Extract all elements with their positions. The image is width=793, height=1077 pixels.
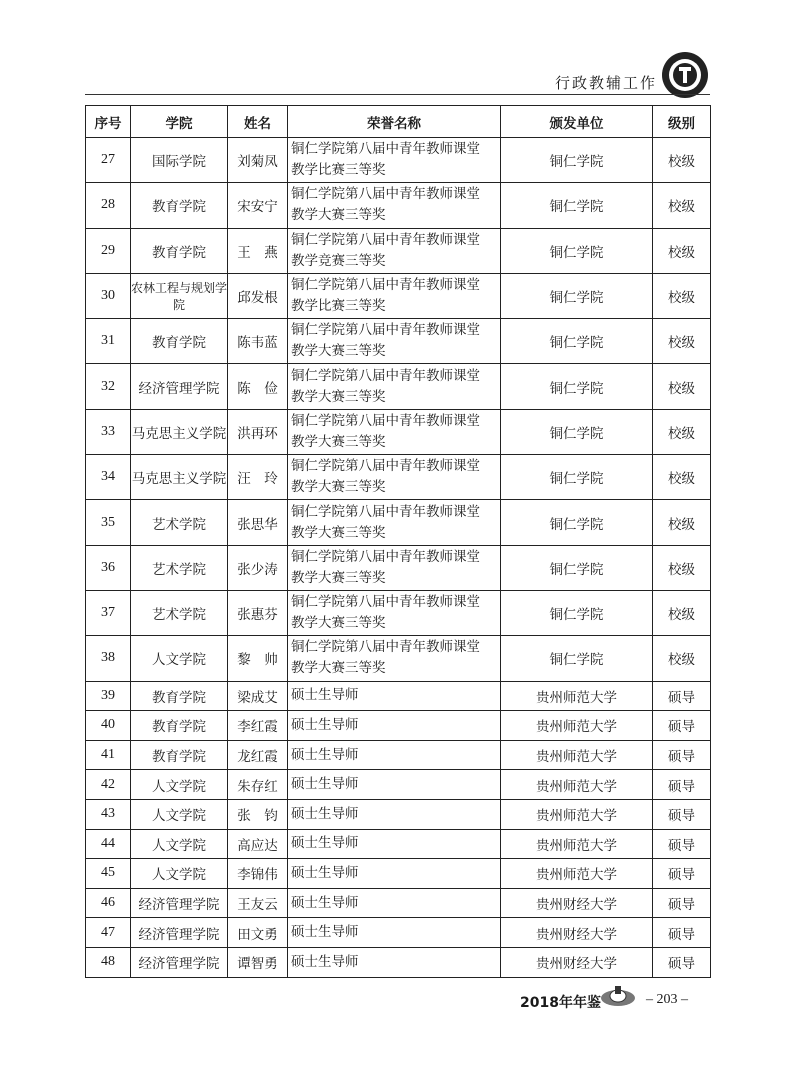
cell-college: 人文学院	[131, 829, 228, 859]
cell-level: 硕导	[653, 888, 711, 918]
cell-issuer: 贵州师范大学	[501, 770, 653, 800]
cell-honor	[288, 364, 501, 409]
cell-college: 艺术学院	[131, 500, 228, 545]
honor-line-2: 教学大赛三等奖	[291, 524, 386, 541]
cell-honor	[288, 947, 501, 977]
honor-line-1: 铜仁学院第八届中青年教师课堂	[291, 367, 480, 384]
honor-line-1: 铜仁学院第八届中青年教师课堂	[291, 503, 480, 520]
honor-line-2: 教学大赛三等奖	[291, 343, 386, 360]
table-row	[86, 888, 711, 918]
table-row	[86, 740, 711, 770]
cell-number: 43	[86, 799, 131, 829]
honor-line-1: 铜仁学院第八届中青年教师课堂	[291, 186, 480, 203]
cell-issuer: 贵州师范大学	[501, 829, 653, 859]
cell-issuer: 铜仁学院	[501, 545, 653, 590]
cell-name: 黎 帅	[228, 636, 288, 681]
cell-issuer: 贵州师范大学	[501, 711, 653, 741]
cell-issuer: 铜仁学院	[501, 500, 653, 545]
cell-issuer: 铜仁学院	[501, 319, 653, 364]
cell-level: 校级	[653, 183, 711, 228]
running-header-title: 行政教辅工作	[555, 74, 658, 92]
cell-college: 教育学院	[131, 681, 228, 711]
table-row	[86, 455, 711, 500]
cell-honor	[288, 545, 501, 590]
cell-number: 39	[86, 681, 131, 711]
cell-number: 37	[86, 590, 131, 635]
cell-issuer: 贵州师范大学	[501, 681, 653, 711]
cell-issuer: 铜仁学院	[501, 364, 653, 409]
cell-level: 硕导	[653, 829, 711, 859]
cell-level: 校级	[653, 364, 711, 409]
cell-name: 宋安宁	[228, 183, 288, 228]
cell-college: 经济管理学院	[131, 888, 228, 918]
column-header-name: 姓名	[228, 106, 288, 138]
cell-honor	[288, 918, 501, 948]
column-header-issuer: 颁发单位	[501, 106, 653, 138]
cell-level: 校级	[653, 409, 711, 454]
cell-level: 硕导	[653, 711, 711, 741]
honor-line-2: 教学大赛三等奖	[291, 433, 386, 450]
cell-college: 教育学院	[131, 183, 228, 228]
cell-level: 硕导	[653, 681, 711, 711]
cell-name: 陈 俭	[228, 364, 288, 409]
cell-name: 李红霞	[228, 711, 288, 741]
cell-honor	[288, 273, 501, 318]
cell-name: 张少涛	[228, 545, 288, 590]
cell-college: 人文学院	[131, 859, 228, 889]
cell-college: 人文学院	[131, 799, 228, 829]
cell-honor	[288, 888, 501, 918]
table-row	[86, 590, 711, 635]
cell-name: 陈韦蓝	[228, 319, 288, 364]
cell-college: 教育学院	[131, 319, 228, 364]
cell-number: 28	[86, 183, 131, 228]
cell-level: 硕导	[653, 859, 711, 889]
column-header-number: 序号	[86, 106, 131, 138]
cell-issuer: 铜仁学院	[501, 636, 653, 681]
cell-number: 35	[86, 500, 131, 545]
cell-number: 45	[86, 859, 131, 889]
cell-name: 张 钧	[228, 799, 288, 829]
honor-line-1: 铜仁学院第八届中青年教师课堂	[291, 231, 480, 248]
cell-level: 校级	[653, 590, 711, 635]
cell-number: 29	[86, 228, 131, 273]
cell-number: 47	[86, 918, 131, 948]
cell-number: 30	[86, 273, 131, 318]
cell-name: 刘菊凤	[228, 138, 288, 183]
cell-college: 马克思主义学院	[131, 409, 228, 454]
cell-name: 汪 玲	[228, 455, 288, 500]
cell-honor	[288, 455, 501, 500]
cell-college: 艺术学院	[131, 545, 228, 590]
honor-line-2: 教学大赛三等奖	[291, 388, 386, 405]
table-row	[86, 183, 711, 228]
page-number: – 203 –	[646, 992, 688, 1007]
honor-line-1: 铜仁学院第八届中青年教师课堂	[291, 412, 480, 429]
honor-line-1: 铜仁学院第八届中青年教师课堂	[291, 141, 480, 158]
cell-honor	[288, 770, 501, 800]
cell-number: 41	[86, 740, 131, 770]
honors-table	[85, 105, 711, 978]
cell-college: 国际学院	[131, 138, 228, 183]
cell-name: 张思华	[228, 500, 288, 545]
cell-name: 洪再环	[228, 409, 288, 454]
cell-college: 农林工程与规划学院	[131, 273, 228, 318]
yearbook-emblem-icon	[598, 984, 638, 1008]
cell-level: 硕导	[653, 918, 711, 948]
table-row	[86, 859, 711, 889]
honor-line-2: 教学大赛三等奖	[291, 615, 386, 632]
cell-honor	[288, 319, 501, 364]
cell-level: 硕导	[653, 740, 711, 770]
column-header-honor: 荣誉名称	[288, 106, 501, 138]
honor-line-1: 铜仁学院第八届中青年教师课堂	[291, 458, 480, 475]
university-seal-icon	[660, 50, 710, 100]
honor-line-2: 教学竞赛三等奖	[291, 252, 386, 269]
cell-name: 田文勇	[228, 918, 288, 948]
honor-line-1: 铜仁学院第八届中青年教师课堂	[291, 639, 480, 656]
cell-level: 校级	[653, 500, 711, 545]
table-row	[86, 228, 711, 273]
honor-line-1: 铜仁学院第八届中青年教师课堂	[291, 548, 480, 565]
table-row	[86, 319, 711, 364]
cell-honor	[288, 711, 501, 741]
cell-level: 校级	[653, 319, 711, 364]
cell-number: 36	[86, 545, 131, 590]
cell-college: 马克思主义学院	[131, 455, 228, 500]
cell-number: 42	[86, 770, 131, 800]
cell-honor	[288, 829, 501, 859]
table-row	[86, 711, 711, 741]
cell-number: 48	[86, 947, 131, 977]
cell-college: 经济管理学院	[131, 918, 228, 948]
honor-line-1: 硕士生导师	[291, 687, 359, 704]
cell-honor	[288, 138, 501, 183]
honor-line-2: 教学比赛三等奖	[291, 298, 386, 315]
cell-honor	[288, 590, 501, 635]
cell-college: 教育学院	[131, 228, 228, 273]
cell-honor	[288, 681, 501, 711]
header-rule	[85, 94, 710, 95]
column-header-college: 学院	[131, 106, 228, 138]
honor-line-1: 硕士生导师	[291, 805, 359, 822]
table-row	[86, 500, 711, 545]
cell-issuer: 铜仁学院	[501, 183, 653, 228]
cell-issuer: 贵州师范大学	[501, 799, 653, 829]
cell-issuer: 铜仁学院	[501, 273, 653, 318]
cell-name: 谭智勇	[228, 947, 288, 977]
cell-name: 龙红霞	[228, 740, 288, 770]
cell-issuer: 铜仁学院	[501, 138, 653, 183]
cell-college: 教育学院	[131, 740, 228, 770]
cell-issuer: 铜仁学院	[501, 228, 653, 273]
cell-issuer: 贵州财经大学	[501, 947, 653, 977]
cell-college: 人文学院	[131, 636, 228, 681]
cell-level: 校级	[653, 545, 711, 590]
table-row	[86, 409, 711, 454]
table-row	[86, 918, 711, 948]
cell-issuer: 贵州师范大学	[501, 859, 653, 889]
cell-number: 38	[86, 636, 131, 681]
honor-line-1: 硕士生导师	[291, 835, 359, 852]
cell-issuer: 铜仁学院	[501, 409, 653, 454]
honor-line-1: 硕士生导师	[291, 864, 359, 881]
cell-level: 校级	[653, 636, 711, 681]
cell-issuer: 铜仁学院	[501, 455, 653, 500]
table-row	[86, 545, 711, 590]
yearbook-title: 2018年年鉴	[520, 995, 601, 1011]
honor-line-1: 硕士生导师	[291, 776, 359, 793]
cell-name: 王 燕	[228, 228, 288, 273]
cell-level: 校级	[653, 273, 711, 318]
cell-number: 34	[86, 455, 131, 500]
honor-line-2: 教学大赛三等奖	[291, 569, 386, 586]
cell-number: 32	[86, 364, 131, 409]
cell-honor	[288, 799, 501, 829]
honor-line-1: 硕士生导师	[291, 746, 359, 763]
table-body	[86, 138, 711, 978]
cell-number: 31	[86, 319, 131, 364]
cell-name: 邱发根	[228, 273, 288, 318]
honor-line-2: 教学比赛三等奖	[291, 162, 386, 179]
cell-name: 朱存红	[228, 770, 288, 800]
cell-number: 46	[86, 888, 131, 918]
honor-line-1: 硕士生导师	[291, 894, 359, 911]
table-row	[86, 364, 711, 409]
cell-college: 经济管理学院	[131, 364, 228, 409]
column-header-level: 级别	[653, 106, 711, 138]
table-row	[86, 636, 711, 681]
cell-level: 校级	[653, 228, 711, 273]
cell-college: 人文学院	[131, 770, 228, 800]
cell-level: 校级	[653, 455, 711, 500]
cell-honor	[288, 409, 501, 454]
honor-line-2: 教学大赛三等奖	[291, 660, 386, 677]
cell-issuer: 贵州师范大学	[501, 740, 653, 770]
table-row	[86, 770, 711, 800]
cell-honor	[288, 500, 501, 545]
cell-honor	[288, 740, 501, 770]
cell-college: 艺术学院	[131, 590, 228, 635]
cell-level: 硕导	[653, 770, 711, 800]
cell-honor	[288, 859, 501, 889]
honor-line-1: 硕士生导师	[291, 924, 359, 941]
cell-issuer: 铜仁学院	[501, 590, 653, 635]
cell-name: 张惠芬	[228, 590, 288, 635]
cell-honor	[288, 228, 501, 273]
honor-line-1: 铜仁学院第八届中青年教师课堂	[291, 594, 480, 611]
honor-line-1: 铜仁学院第八届中青年教师课堂	[291, 322, 480, 339]
cell-name: 李锦伟	[228, 859, 288, 889]
cell-level: 校级	[653, 138, 711, 183]
honor-line-1: 硕士生导师	[291, 953, 359, 970]
table-row	[86, 273, 711, 318]
table-row	[86, 138, 711, 183]
table-row	[86, 799, 711, 829]
cell-level: 硕导	[653, 799, 711, 829]
cell-college: 经济管理学院	[131, 947, 228, 977]
cell-name: 高应达	[228, 829, 288, 859]
cell-college: 教育学院	[131, 711, 228, 741]
honor-line-2: 教学大赛三等奖	[291, 207, 386, 224]
table-row	[86, 947, 711, 977]
cell-issuer: 贵州财经大学	[501, 888, 653, 918]
table-header-row	[86, 106, 711, 138]
cell-honor	[288, 183, 501, 228]
cell-number: 27	[86, 138, 131, 183]
cell-level: 硕导	[653, 947, 711, 977]
cell-name: 王友云	[228, 888, 288, 918]
cell-number: 33	[86, 409, 131, 454]
honor-line-1: 硕士生导师	[291, 716, 359, 733]
cell-number: 40	[86, 711, 131, 741]
cell-number: 44	[86, 829, 131, 859]
cell-issuer: 贵州财经大学	[501, 918, 653, 948]
cell-name: 梁成艾	[228, 681, 288, 711]
honor-line-1: 铜仁学院第八届中青年教师课堂	[291, 277, 480, 294]
cell-honor	[288, 636, 501, 681]
honor-line-2: 教学大赛三等奖	[291, 479, 386, 496]
table-row	[86, 829, 711, 859]
table-row	[86, 681, 711, 711]
